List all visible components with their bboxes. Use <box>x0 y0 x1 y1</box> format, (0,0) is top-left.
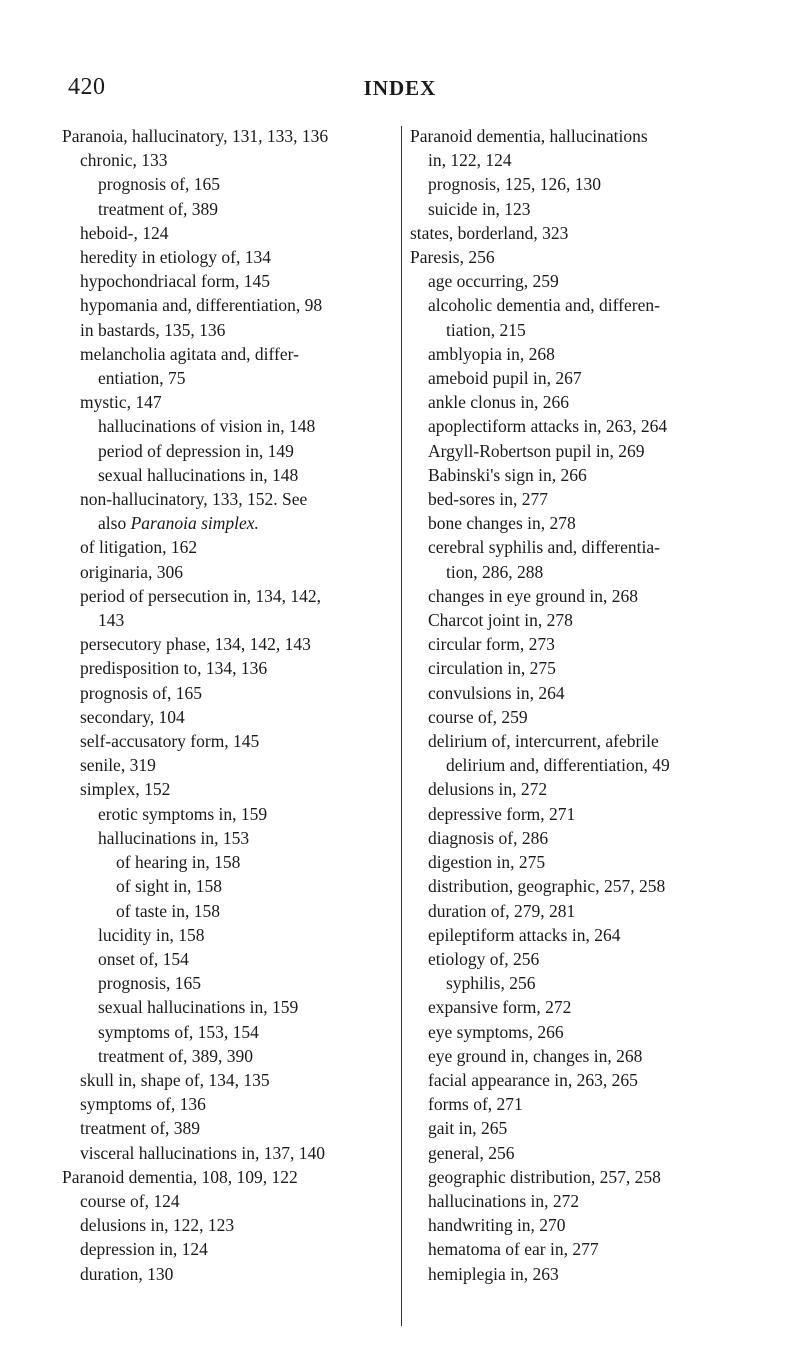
index-entry-sub: hemiplegia in, 263 <box>428 1263 559 1284</box>
index-entry-sub: non-hallucinatory, 133, 152. See <box>80 489 308 510</box>
index-entry-sub: hallucinations in, 272 <box>428 1190 580 1211</box>
index-entry-sub: distribution, geographic, 257, 258 <box>428 876 666 897</box>
running-head: INDEX <box>363 76 437 100</box>
index-entry-sub: delusions in, 122, 123 <box>80 1215 235 1236</box>
index-entry-sub: sexual hallucinations in, 159 <box>98 997 299 1018</box>
index-entry-sub: senile, 319 <box>80 755 156 776</box>
index-entry-sub: Charcot joint in, 278 <box>428 610 573 631</box>
index-entry-sub: predisposition to, 134, 136 <box>80 658 268 679</box>
index-entry-sub: treatment of, 389 <box>98 198 219 219</box>
index-entry-sub: general, 256 <box>428 1142 515 1163</box>
index-entry-sub: prognosis, 125, 126, 130 <box>428 174 602 195</box>
index-entry-sub: Babinski's sign in, 266 <box>428 464 587 485</box>
index-entry-sub: visceral hallucinations in, 137, 140 <box>80 1142 325 1163</box>
index-entry-sub: alcoholic dementia and, differen- <box>428 295 660 316</box>
index-entry-sub: in bastards, 135, 136 <box>80 319 226 340</box>
index-entry-sub: hallucinations in, 153 <box>98 827 250 848</box>
index-entry-sub: hypochondriacal form, 145 <box>80 271 271 292</box>
index-entry-sub: of taste in, 158 <box>116 900 221 921</box>
index-entry-sub: suicide in, 123 <box>428 198 531 219</box>
index-entry-sub: diagnosis of, 286 <box>428 827 549 848</box>
index-entry-sub: gait in, 265 <box>428 1118 508 1139</box>
index-entry-sub: ameboid pupil in, 267 <box>428 368 582 389</box>
index-entry-sub: of sight in, 158 <box>116 876 222 897</box>
index-entry-sub: skull in, shape of, 134, 135 <box>80 1069 270 1090</box>
index-entry-sub: erotic symptoms in, 159 <box>98 803 268 824</box>
index-entry-sub: symptoms of, 136 <box>80 1094 206 1115</box>
index-entry-sub: self-accusatory form, 145 <box>80 731 260 752</box>
index-entry-sub: of litigation, 162 <box>80 537 198 558</box>
index-entry-sub: bone changes in, 278 <box>428 513 576 534</box>
index-entry-sub: etiology of, 256 <box>428 948 540 969</box>
index-entry-sub: period of depression in, 149 <box>98 440 294 461</box>
index-entry-sub: age occurring, 259 <box>428 271 559 292</box>
index-entry-sub: digestion in, 275 <box>428 852 546 873</box>
index-entry-sub: originaria, 306 <box>80 561 184 582</box>
index-entry-sub: forms of, 271 <box>428 1094 523 1115</box>
index-entry-sub: geographic distribution, 257, 258 <box>428 1166 661 1187</box>
index-entry-sub: symptoms of, 153, 154 <box>98 1021 259 1042</box>
index-entry-sub: facial appearance in, 263, 265 <box>428 1069 638 1090</box>
index-entry-sub: circular form, 273 <box>428 634 555 655</box>
index-entry-sub: hematoma of ear in, 277 <box>428 1239 599 1260</box>
index-entry-sub: melancholia agitata and, differ- <box>80 343 299 364</box>
index-entry-sub: 143 <box>98 610 125 631</box>
index-entry-sub: convulsions in, 264 <box>428 682 565 703</box>
index-entry-sub: in, 122, 124 <box>428 150 512 171</box>
index-entry-sub: heboid-, 124 <box>80 222 169 243</box>
index-entry-sub: epileptiform attacks in, 264 <box>428 924 621 945</box>
index-entry-sub: period of persecution in, 134, 142, <box>80 585 322 606</box>
index-entry-sub: hallucinations of vision in, 148 <box>98 416 316 437</box>
index-entry-sub: treatment of, 389, 390 <box>98 1045 254 1066</box>
index-entry-sub: prognosis of, 165 <box>98 174 221 195</box>
index-entry-main: Paranoid dementia, hallucinations <box>410 126 648 146</box>
index-entry-sub: Argyll-Robertson pupil in, 269 <box>428 440 645 461</box>
index-entry-sub: heredity in etiology of, 134 <box>80 247 272 268</box>
index-entry-sub: also Paranoia simplex. <box>98 513 259 534</box>
index-entry-main: Paresis, 256 <box>410 247 495 268</box>
index-entry-sub: syphilis, 256 <box>446 973 536 994</box>
index-entry-sub: bed-sores in, 277 <box>428 489 549 510</box>
index-entry-main: Paranoid dementia, 108, 109, 122 <box>62 1166 298 1187</box>
index-entry-sub: prognosis of, 165 <box>80 682 203 703</box>
index-entry-sub: lucidity in, 158 <box>98 924 205 945</box>
index-entry-sub: course of, 259 <box>428 706 528 727</box>
index-entry-sub: eye ground in, changes in, 268 <box>428 1045 643 1066</box>
index-entry-sub: delirium of, intercurrent, afebrile <box>428 731 659 752</box>
index-entry-main: states, borderland, 323 <box>410 222 569 243</box>
index-entry-sub: delusions in, 272 <box>428 779 548 800</box>
index-entry-sub: ankle clonus in, 266 <box>428 392 569 413</box>
index-entry-sub: amblyopia in, 268 <box>428 343 555 364</box>
index-entry-sub: persecutory phase, 134, 142, 143 <box>80 634 311 655</box>
index-entry-sub: eye symptoms, 266 <box>428 1021 564 1042</box>
page-header <box>68 74 732 104</box>
index-entry-sub: depression in, 124 <box>80 1239 208 1260</box>
index-entry-sub: prognosis, 165 <box>98 973 202 994</box>
index-entry-sub: apoplectiform attacks in, 263, 264 <box>428 416 668 437</box>
index-entry-sub: tiation, 215 <box>446 319 526 340</box>
index-column-right <box>410 124 750 1286</box>
index-entry-sub: hypomania and, differentiation, 98 <box>80 295 323 316</box>
index-entry-sub: duration of, 279, 281 <box>428 900 576 921</box>
index-entry-sub: mystic, 147 <box>80 392 162 413</box>
index-entry-sub: circulation in, 275 <box>428 658 556 679</box>
index-entry-sub: duration, 130 <box>80 1263 174 1284</box>
index-entry-sub: course of, 124 <box>80 1190 180 1211</box>
index-entry-sub: chronic, 133 <box>80 150 168 171</box>
index-column-left <box>62 124 402 1286</box>
index-entry-sub: of hearing in, 158 <box>116 852 241 873</box>
index-entry-sub: delirium and, differentiation, 49 <box>446 755 670 776</box>
index-entry-sub: changes in eye ground in, 268 <box>428 585 638 606</box>
index-entry-main: Paranoia, hallucinatory, 131, 133, 136 <box>62 126 329 146</box>
index-entry-sub: handwriting in, 270 <box>428 1215 566 1236</box>
index-entry-sub: tion, 286, 288 <box>446 561 544 582</box>
index-entry-sub: depressive form, 271 <box>428 803 576 824</box>
index-entry-sub: onset of, 154 <box>98 948 189 969</box>
column-divider <box>401 126 402 1326</box>
index-entry-sub: entiation, 75 <box>98 368 186 389</box>
page-number: 420 <box>68 74 106 100</box>
index-entry-sub: secondary, 104 <box>80 706 185 727</box>
index-entry-sub: sexual hallucinations in, 148 <box>98 464 299 485</box>
index-entry-sub: treatment of, 389 <box>80 1118 201 1139</box>
index-entry-sub: cerebral syphilis and, differentia- <box>428 537 660 558</box>
index-entry-sub: simplex, 152 <box>80 779 171 800</box>
index-entry-sub: expansive form, 272 <box>428 997 572 1018</box>
